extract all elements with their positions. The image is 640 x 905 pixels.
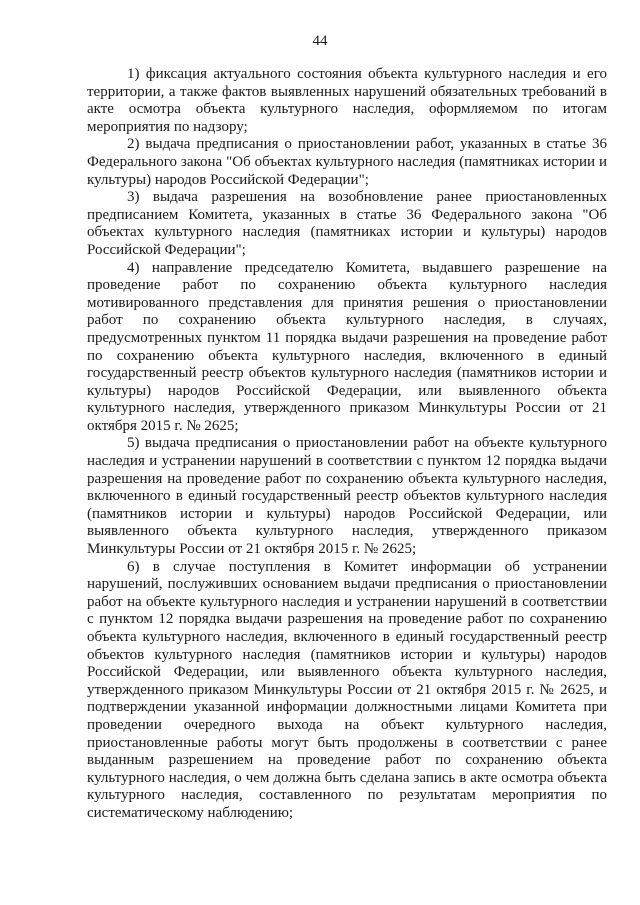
page-number: 44 <box>312 33 328 49</box>
paragraph-2: 2) выдача предписания о приостановлении работ, указанных в статье 36 Федерального закона "Об объектах культурного наследия (памятниках истории и культуры) народов Российской Федерации"; <box>87 136 607 188</box>
paragraph-5: 5) выдача предписания о приостановлении работ на объекте культурного наследия и устранении нарушений в соответствии с пунктом 12 порядка выдачи разрешения на проведение работ по сохранению объекта культурного наследия, включенного в единый государственный реестр объектов культурного наследия (памятников истории и культуры) народов Российской Федерации, или выявленного объекта культурного наследия, утвержденного приказом Минкультуры России от 21 октября 2015 г. № 2625; <box>87 435 607 558</box>
paragraph-6: 6) в случае поступления в Комитет информации об устранении нарушений, послуживших основанием выдачи предписания о приостановлении работ на объекте культурного наследия и устранении нарушений в соответствии с пунктом 12 порядка выдачи разрешения на проведение работ по сохранению объекта культурного наследия, включенного в единый государственный реестр объектов культурного наследия (памятников истории и культуры) народов Российской Федерации, или выявленного объекта культурного наследия, утвержденного приказом Минкультуры России от 21 октября 2015 г. № 2625, и подтверждении указанной информации должностными лицами Комитета при проведении очередного выхода на объект культурного наследия, приостановленные работы могут быть продолжены в соответствии с ранее выданным разрешением на проведение работ по сохранению объекта культурного наследия, о чем должна быть сделана запись в акте осмотра объекта культурного наследия, составленного по результатам мероприятия по систематическому наблюдению; <box>87 558 607 821</box>
document-body <box>87 66 607 823</box>
paragraph-4: 4) направление председателю Комитета, выдавшего разрешение на проведение работ по сохранению объекта культурного наследия мотивированного представления для принятия решения о приостановлении работ по сохранению объекта культурного наследия, в случаях, предусмотренных пунктом 11 порядка выдачи разрешения на проведение работ по сохранению объекта культурного наследия, включенного в единый государственный реестр объектов культурного наследия (памятников истории и культуры) народов Российской Федерации, или выявленного объекта культурного наследия, утвержденного приказом Минкультуры России от 21 октября 2015 г. № 2625; <box>87 259 607 434</box>
paragraph-3: 3) выдача разрешения на возобновление ранее приостановленных предписанием Комитета, указанных в статье 36 Федерального закона "Об объектах культурного наследия (памятниках истории и культуры) народов Российской Федерации"; <box>87 189 607 258</box>
paragraph-1: 1) фиксация актуального состояния объекта культурного наследия и его территории, а также фактов выявленных нарушений обязательных требований в акте осмотра объекта культурного наследия, оформляемом по итогам мероприятия по надзору; <box>87 66 607 135</box>
